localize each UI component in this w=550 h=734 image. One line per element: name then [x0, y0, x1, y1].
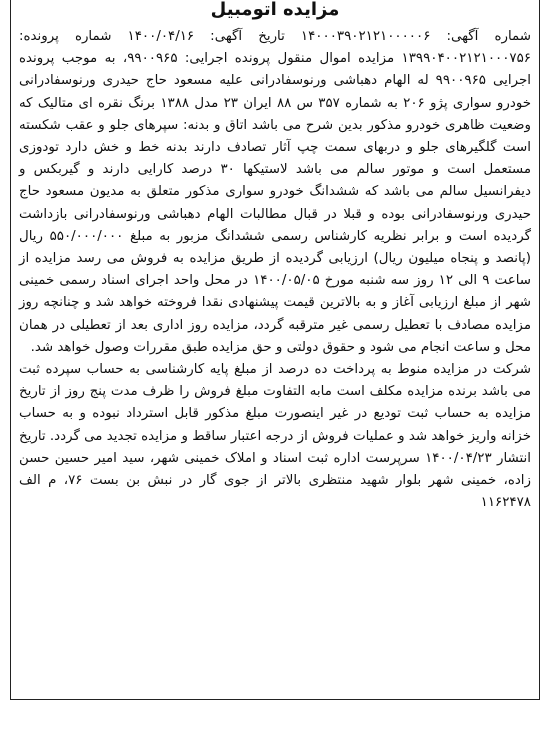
notice-paragraph-terms: شرکت در مزایده منوط به پرداخت ده درصد از مبلغ پایه کارشناسی به حساب سپرده ثبت می باشد برنده مزایده مکلف است مابه التفاوت مبلغ فروش را ظرف مدت پنج روز از تاریخ مزایده به حساب ثبت تودیع در غیر اینصورت مبلغ مذکور قابل استرداد نبوده و به حساب خزانه واریز خواهد شد و عملیات فروش از درجه اعتبار ساقط و مزایده تجدید می گردد. تاریخ انتشار ۱۴۰۰/۰۴/۲۳ سرپرست اداره ثبت اسناد و املاک خمینی شهر، سید امیر حسین حسن زاده، خمینی شهر بلوار شهید منتظری بالاتر از جوی گار در نبش بن بست ۷۶، م الف ۱۱۶۲۴۷۸ [19, 362, 531, 511]
notice-body [11, 22, 539, 514]
notice-paragraph-main: شماره آگهی: ۱۴۰۰۰۳۹۰۲۱۲۱۰۰۰۰۰۶ تاریخ آگهی: ۱۴۰۰/۰۴/۱۶ شماره پرونده: ۱۳۹۹۰۴۰۰۲۱۲۱۰۰۰۷۵۶ مزایده اموال منقول پرونده اجرایی: ۹۹۰۰۹۶۵، به موجب پرونده اجرایی ۹۹۰۰۹۶۵ له الهام دهباشی ورنوسفادرانی علیه مسعود حاج حیدری ورنوسفادرانی خودرو سواری پژو ۲۰۶ به شماره ۳۵۷ س ۸۸ ایران ۲۳ مدل ۱۳۸۸ برنگ نقره ای متالیک که وضعیت ظاهری خودرو مذکور بدین شرح می باشد اتاق و بدنه: سپرهای جلو و عقب شکسته است گلگیرهای جلو و دربهای سمت چپ آثار تصادف دارند بدنه خط و خش دارد تودوزی مستعمل است و موتور سالم می باشد لاستیکها ۳۰ درصد کارایی دارند و گیربکس و دیفرانسیل سالم می باشد که ششدانگ خودرو سواری مذکور متعلق به مدیون مسعود حاج حیدری ورنوسفادرانی بوده و قبلا در قبال مطالبات الهام دهباشی ورنوسفادرانی بازداشت گردیده است و برابر نظریه کارشناس رسمی ششدانگ مزبور به مبلغ ۵۵۰/۰۰۰/۰۰۰ ریال (پانصد و پنجاه میلیون ریال) ارزیابی گردیده از طریق مزایده به فروش می رسد مزایده از ساعت ۹ الی ۱۲ روز سه شنبه مورخ ۱۴۰۰/۰۵/۰۵ در محل واحد اجرای اسناد رسمی خمینی شهر از مبلغ ارزیابی آغاز و به بالاترین قیمت پیشنهادی نقدا فروخته خواهد شد و چنانچه روز مزایده مصادف با تعطیل رسمی غیر مترقبه گردد، مزایده روز اداری بعد از تعطیلی در همان محل و ساعت انجام می شود و حقوق دولتی و حق مزایده طبق مقررات وصول خواهد شد. [19, 29, 532, 355]
auction-notice [10, 0, 540, 700]
notice-title: مزایده اتومبیل [210, 0, 340, 20]
